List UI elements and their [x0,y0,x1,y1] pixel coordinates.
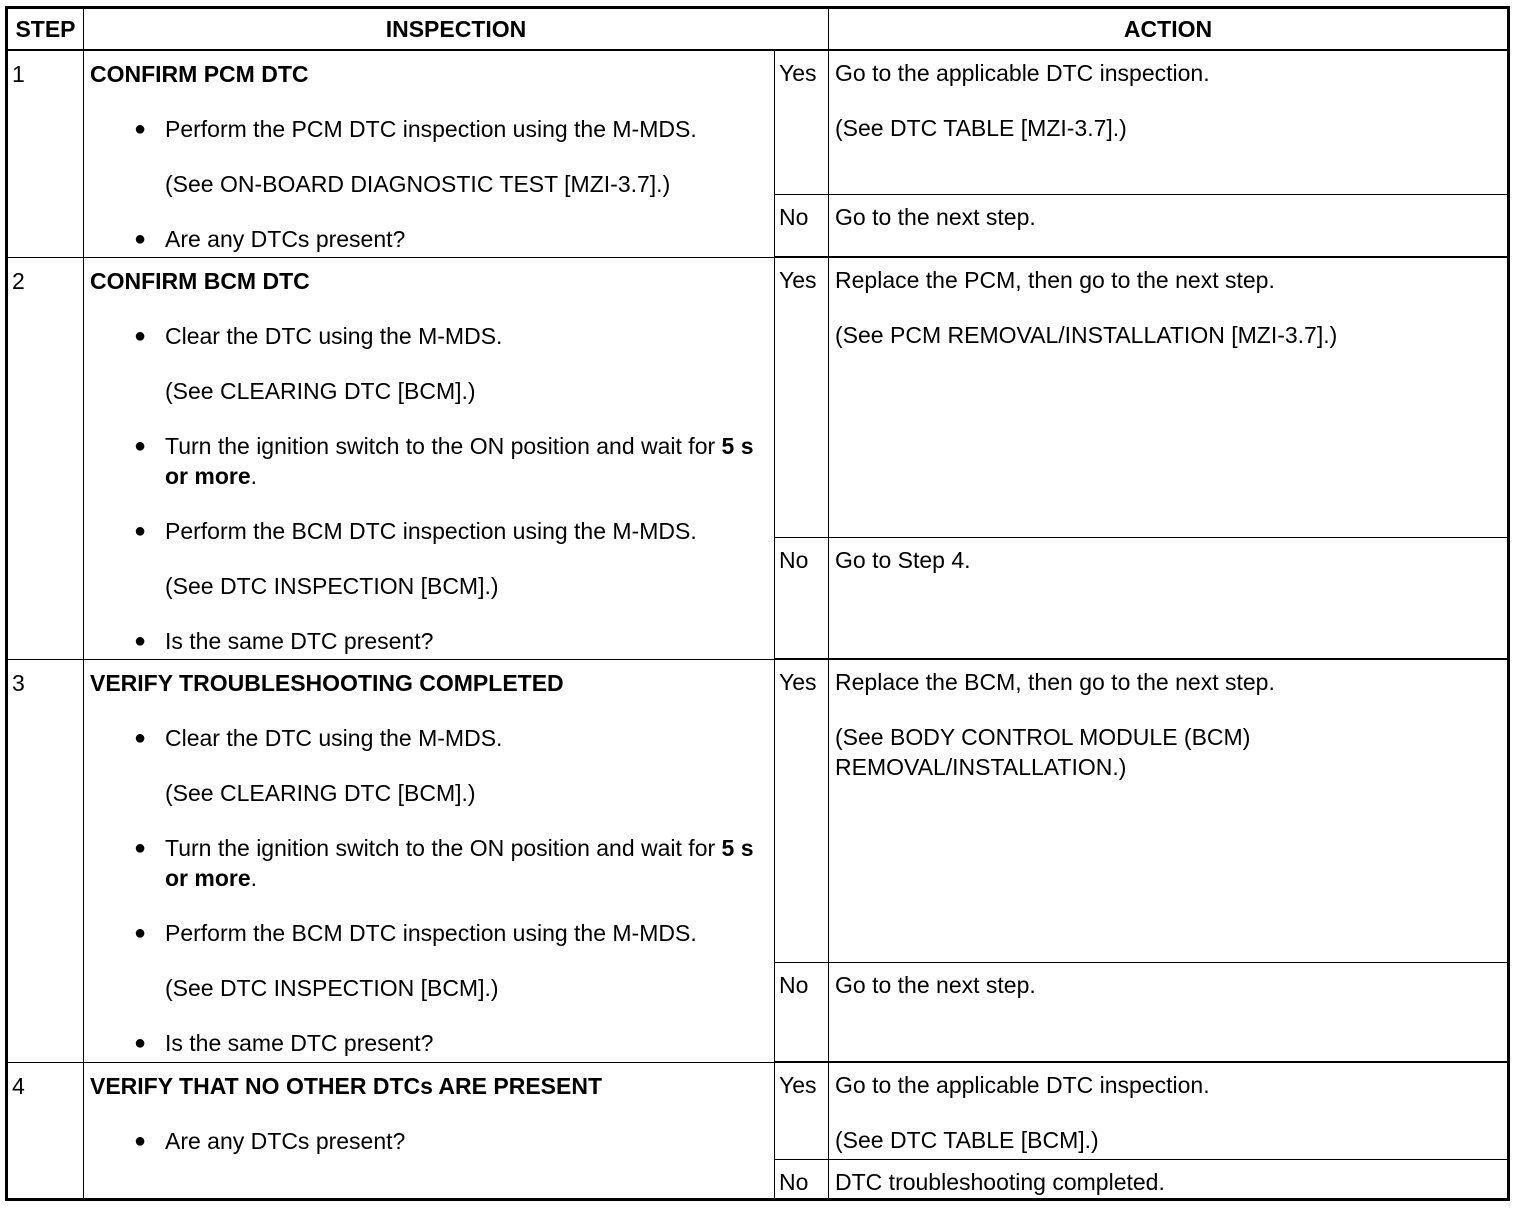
inspection-reference: (See CLEARING DTC [BCM].) [165,377,476,404]
bullet-dot-icon: ● [134,1129,147,1152]
step-4-yes-row [7,1062,1509,1159]
step-2-yes-row [7,257,1509,537]
bullet-punctuation: . [250,864,258,891]
action-text: Go to the applicable DTC inspection. [835,60,1210,86]
no-label: No [775,537,829,659]
bullet-dot-icon: ● [134,519,147,542]
action-text: Go to Step 4. [835,546,971,573]
action-reference: (See BODY CONTROL MODULE (BCM) REMOVAL/INSTALLATION.) [835,724,1251,780]
inspection-bullet [90,1028,774,1058]
bullet-text: Turn the ignition switch to the ON position and wait for [165,432,722,459]
step-number: 4 [7,1062,84,1199]
inspection-bullet [90,626,774,656]
no-action-cell [829,962,1509,1062]
inspection-bullet [90,321,774,351]
bullet-emphasis: 5 s or more [165,432,754,489]
bullet-text: Perform the BCM DTC inspection using the M-MDS. [165,919,697,946]
diagnostic-procedure-sheet [5,6,1507,1201]
bullet-dot-icon: ● [134,836,147,859]
bullet-dot-icon: ● [134,1031,147,1054]
bullet-dot-icon: ● [134,118,147,140]
yes-label: Yes [775,659,829,962]
step-number: 1 [7,50,84,257]
yes-action-cell [829,659,1509,962]
header-step: STEP [7,8,84,51]
step-number: 3 [7,659,84,1062]
action-reference: (See DTC TABLE [BCM].) [835,1127,1099,1153]
action-reference: (See PCM REMOVAL/INSTALLATION [MZI-3.7].) [835,322,1338,348]
step-3-inspection [84,659,775,1062]
action-text: Go to the next step. [835,203,1036,230]
bullet-text: Clear the DTC using the M-MDS. [165,724,503,751]
step-3-yes-row [7,659,1509,962]
inspection-bullet [90,918,774,948]
no-action-cell [829,537,1509,659]
bullet-dot-icon: ● [134,324,147,347]
header-row [7,8,1509,51]
yes-label: Yes [775,257,829,537]
inspection-bullet [90,431,774,491]
bullet-emphasis: 5 s or more [165,834,754,891]
step-title: VERIFY THAT NO OTHER DTCs ARE PRESENT [90,1072,603,1099]
inspection-reference: (See DTC INSPECTION [BCM].) [165,974,499,1001]
bullet-text: Are any DTCs present? [165,226,406,252]
yes-label: Yes [775,50,829,194]
bullet-text: Is the same DTC present? [165,627,434,654]
inspection-reference: (See ON-BOARD DIAGNOSTIC TEST [MZI-3.7].) [165,171,671,197]
bullet-text: Turn the ignition switch to the ON position and wait for [165,834,722,861]
bullet-text: Perform the PCM DTC inspection using the M-MDS. [165,116,697,142]
action-text: Go to the applicable DTC inspection. [835,1072,1210,1098]
step-4-inspection [84,1062,775,1199]
bullet-text: Perform the BCM DTC inspection using the M-MDS. [165,517,697,544]
action-text: Replace the PCM, then go to the next step. [835,267,1275,293]
bullet-dot-icon: ● [134,726,147,749]
no-action-cell [829,194,1509,257]
step-1-yes-row [7,50,1509,194]
yes-action-cell [829,50,1509,194]
inspection-bullet [90,114,774,144]
header-inspection: INSPECTION [84,8,829,51]
inspection-reference: (See CLEARING DTC [BCM].) [165,779,476,806]
inspection-bullet [90,833,774,893]
inspection-bullet [90,1126,774,1156]
bullet-dot-icon: ● [134,228,147,250]
action-reference: (See DTC TABLE [MZI-3.7].) [835,115,1127,141]
bullet-punctuation: . [250,462,258,489]
action-text: DTC troubleshooting completed. [835,1168,1165,1195]
no-label: No [775,194,829,257]
bullet-text: Clear the DTC using the M-MDS. [165,322,503,349]
yes-action-cell [829,1062,1509,1159]
no-action-cell [829,1159,1509,1199]
action-text: Go to the next step. [835,971,1036,998]
inspection-bullet [90,516,774,546]
no-label: No [775,962,829,1062]
no-label: No [775,1159,829,1199]
bullet-dot-icon: ● [134,921,147,944]
step-title: CONFIRM BCM DTC [90,267,310,294]
bullet-dot-icon: ● [134,629,147,652]
action-text: Replace the BCM, then go to the next step. [835,669,1275,695]
step-1-inspection [84,50,775,257]
step-2-inspection [84,257,775,659]
diagnostic-table [5,6,1510,1201]
step-number: 2 [7,257,84,659]
yes-label: Yes [775,1062,829,1159]
bullet-dot-icon: ● [134,434,147,457]
inspection-bullet [90,723,774,753]
bullet-text: Is the same DTC present? [165,1029,434,1056]
step-title: CONFIRM PCM DTC [90,61,309,87]
step-title: VERIFY TROUBLESHOOTING COMPLETED [90,669,564,696]
inspection-reference: (See DTC INSPECTION [BCM].) [165,572,499,599]
inspection-bullet [90,224,774,254]
header-action: ACTION [829,8,1509,51]
bullet-text: Are any DTCs present? [165,1127,406,1154]
yes-action-cell [829,257,1509,537]
